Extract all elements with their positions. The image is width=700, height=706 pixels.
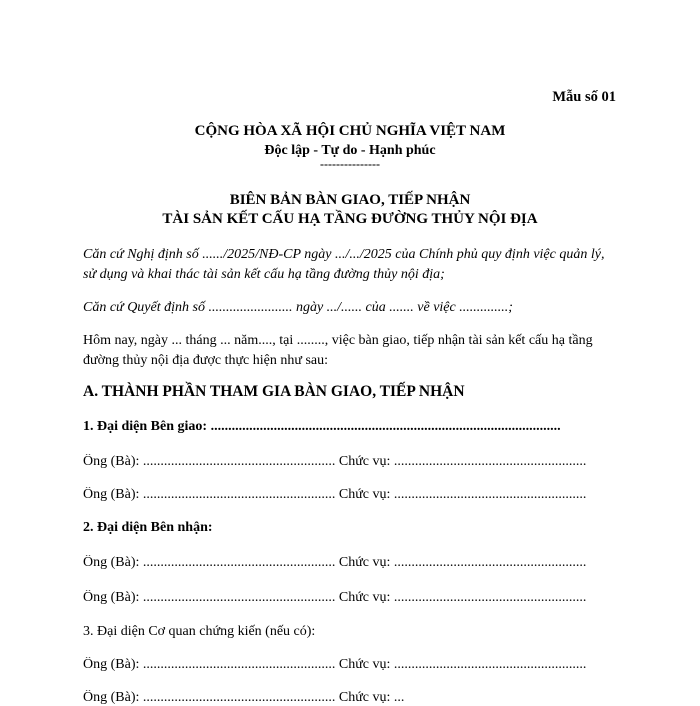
document-title-line1: BIÊN BẢN BÀN GIAO, TIẾP NHẬN [229,192,471,208]
document-title-line2: TÀI SẢN KẾT CẤU HẠ TẦNG ĐƯỜNG THỦY NỘI ĐỊA [162,211,538,227]
witness-person-line-2: Ông (Bà): ....................................................... Chức vụ: ... [83,690,405,705]
national-title: CỘNG HÒA XÃ HỘI CHỦ NGHĨA VIỆT NAM [194,123,506,139]
form-number: Mẫu số 01 [552,89,616,105]
handover-person-line-2: Ông (Bà): ....................................................... Chức vụ: ....................................................... [83,487,587,502]
handover-representative-heading: 1. Đại diện Bên giao: .................................................................................................... [83,419,561,434]
national-motto: Độc lập - Tự do - Hạnh phúc [264,143,436,158]
receiver-person-line-1: Ông (Bà): ....................................................... Chức vụ: ....................................................... [83,555,587,570]
handover-person-line-1: Ông (Bà): ....................................................... Chức vụ: ....................................................... [83,454,587,469]
intro-paragraph: Hôm nay, ngày ... tháng ... năm...., tại ........, việc bàn giao, tiếp nhận tài sản kết cấu hạ tầng đường thủy nội địa được thực hiện như sau: [83,333,593,368]
witness-representative-heading: 3. Đại diện Cơ quan chứng kiến (nếu có): [83,624,316,639]
header-divider: --------------- [320,157,380,171]
receiver-representative-heading: 2. Đại diện Bên nhận: [83,520,213,535]
receiver-person-line-2: Ông (Bà): ....................................................... Chức vụ: ....................................................... [83,590,587,605]
section-a-heading: A. THÀNH PHẦN THAM GIA BÀN GIAO, TIẾP NHẬN [83,383,465,400]
basis-decree: Căn cứ Nghị định số ....../2025/NĐ-CP ngày .../.../2025 của Chính phủ quy định việc quản lý, sử dụng và khai thác tài sản kết cấu hạ tầng đường thủy nội địa; [83,247,605,282]
witness-person-line-1: Ông (Bà): ....................................................... Chức vụ: ....................................................... [83,657,587,672]
basis-decision: Căn cứ Quyết định số ........................ ngày .../...... của ....... về việc ..............; [83,300,513,315]
